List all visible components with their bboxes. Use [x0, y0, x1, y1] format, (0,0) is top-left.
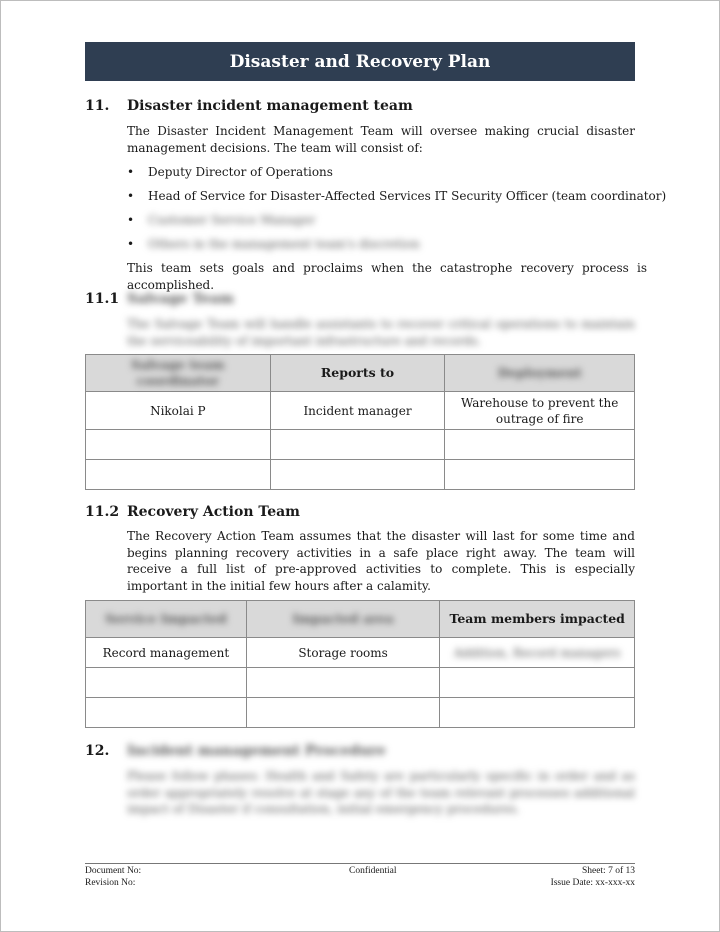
section-11-1-number: 11.1	[85, 291, 120, 307]
list-item-text: Others in the management team's discretion	[148, 237, 420, 251]
list-item	[127, 236, 420, 252]
footer-divider	[85, 863, 635, 864]
table-row	[86, 460, 635, 490]
section-11-intro: The Disaster Incident Management Team will oversee making crucial disaster management decisions. The team will consist of:	[127, 124, 635, 155]
section-11-closing: This team sets goals and proclaims when the catastrophe recovery process is accomplished.	[127, 261, 647, 292]
section-11-1-title: Salvage Team	[127, 291, 234, 307]
table-cell	[86, 668, 247, 698]
table-header-cell: Deployment	[445, 355, 635, 392]
section-12-title: Incident management Procedure	[127, 743, 386, 759]
table-header-cell: Salvage team coordinator	[86, 355, 271, 392]
bullet-icon: •	[127, 213, 135, 227]
table-cell: Storage rooms	[246, 638, 440, 668]
table-row	[86, 392, 635, 430]
list-item	[127, 212, 316, 228]
table-cell	[270, 430, 445, 460]
table-header-cell: Team members impacted	[440, 601, 635, 638]
section-11-title: Disaster incident management team	[127, 98, 413, 114]
list-item-text: Customer Service Manager	[148, 213, 316, 227]
table-header-cell: Reports to	[270, 355, 445, 392]
table-cell: Nikolai P	[86, 392, 271, 430]
table-header-row	[86, 355, 635, 392]
section-12-number: 12.	[85, 743, 110, 759]
table-cell: Incident manager	[270, 392, 445, 430]
table-cell	[445, 430, 635, 460]
table-header-cell: Impacted area	[246, 601, 440, 638]
table-row	[86, 668, 635, 698]
list-item	[127, 164, 333, 180]
footer-sheet: Sheet: 7 of 13	[581, 866, 635, 876]
table-cell	[440, 668, 635, 698]
table-row	[86, 698, 635, 728]
document-title: Disaster and Recovery Plan	[229, 51, 491, 72]
footer-document-no: Document No:	[85, 866, 142, 876]
section-11-number: 11.	[85, 98, 110, 114]
list-item	[127, 188, 667, 204]
table-cell	[440, 698, 635, 728]
list-item-text: Head of Service for Disaster-Affected Services IT Security Officer (team coordinator)	[148, 189, 667, 203]
table-cell: Record management	[86, 638, 247, 668]
table-cell	[86, 430, 271, 460]
footer-confidential: Confidential	[349, 866, 397, 876]
section-12-text: Please follow phases: Health and Safety are particularly specific in order and as order appropriately resolve at stage any of the team relevant processes additional impact of Disaster if consultation, initial emergency procedures.	[127, 769, 635, 816]
table-header-row	[86, 601, 635, 638]
section-11-2-text: The Recovery Action Team assumes that the disaster will last for some time and begins planning recovery activities in a safe place right away. The team will receive a full list of pre-approved activities to complete. This is especially important in the initial few hours after a calamity.	[127, 529, 635, 593]
table-cell: Addition, Record managers	[440, 638, 635, 668]
section-11-1-text: The Salvage Team will handle assistants to recover critical operations to maintain the serviceability of important infrastructure and records.	[127, 317, 635, 348]
table-cell	[270, 460, 445, 490]
recovery-action-table	[85, 600, 635, 728]
footer-issue-date: Issue Date: xx-xxx-xx	[550, 878, 635, 888]
section-11-2-title: Recovery Action Team	[127, 504, 300, 520]
salvage-team-table	[85, 354, 635, 490]
table-cell	[86, 698, 247, 728]
table-cell	[445, 460, 635, 490]
footer-revision-no: Revision No:	[85, 878, 136, 888]
section-11-2-number: 11.2	[85, 504, 120, 520]
table-row	[86, 430, 635, 460]
table-cell	[246, 698, 440, 728]
table-row	[86, 638, 635, 668]
bullet-icon: •	[127, 165, 135, 179]
table-cell	[86, 460, 271, 490]
table-cell	[246, 668, 440, 698]
document-title-bar	[85, 42, 635, 81]
table-header-cell: Service Impacted	[86, 601, 247, 638]
bullet-icon: •	[127, 237, 135, 251]
table-cell: Warehouse to prevent the outrage of fire	[445, 392, 635, 430]
bullet-icon: •	[127, 189, 135, 203]
list-item-text: Deputy Director of Operations	[148, 165, 333, 179]
